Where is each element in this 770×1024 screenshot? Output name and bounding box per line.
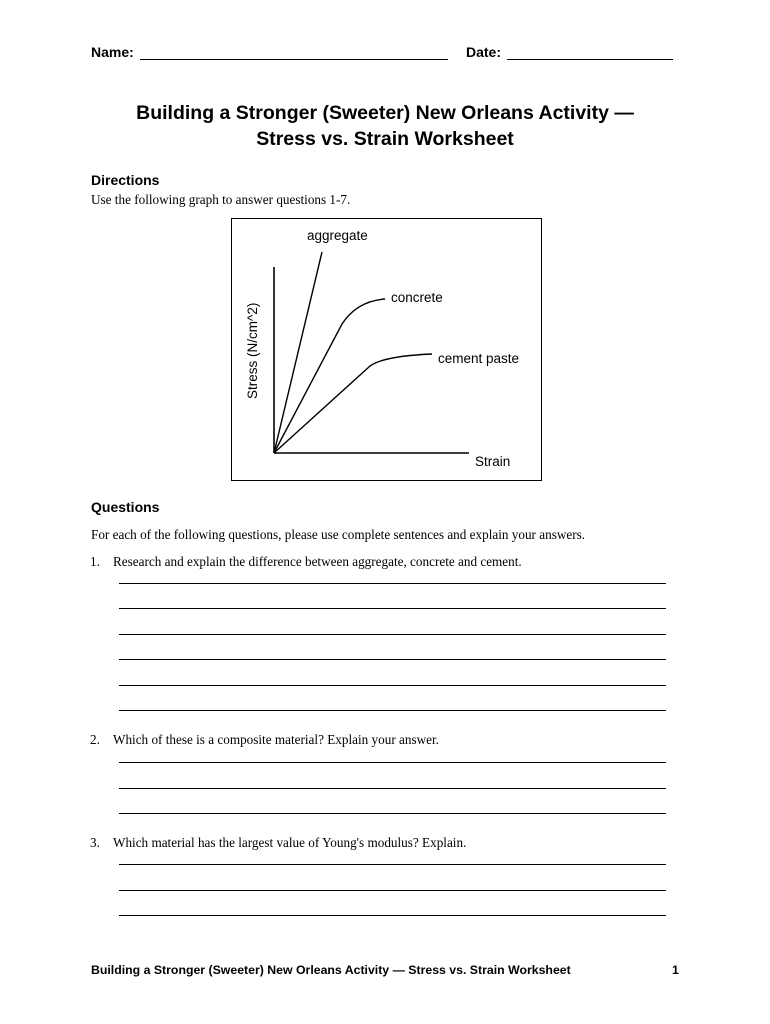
page-title-line2: Stress vs. Strain Worksheet — [256, 128, 514, 150]
name-label: Name: — [91, 44, 134, 60]
cement-paste-curve — [274, 354, 432, 453]
answer-line[interactable] — [119, 634, 666, 635]
graph-svg — [232, 219, 543, 482]
directions-text: Use the following graph to answer questions 1-7. — [91, 192, 351, 207]
page-title-line1: Building a Stronger (Sweeter) New Orleans Activity — — [136, 102, 634, 124]
cement-paste-label: cement paste — [438, 351, 520, 366]
answer-line[interactable] — [119, 685, 666, 686]
questions-heading: Questions — [91, 499, 160, 515]
page-number: 1 — [672, 963, 679, 977]
answer-line[interactable] — [119, 890, 666, 891]
question-number: 2. — [90, 732, 100, 747]
question-3-text: Which material has the largest value of Young's modulus? Explain. — [113, 835, 467, 850]
name-field[interactable] — [91, 44, 448, 60]
name-blank[interactable] — [140, 45, 448, 60]
answer-line[interactable] — [119, 608, 666, 609]
answer-line[interactable] — [119, 864, 666, 865]
y-axis-label: Stress (N/cm^2) — [245, 302, 260, 399]
questions-intro: For each of the following questions, please use complete sentences and explain your answers. — [91, 527, 586, 542]
answer-line[interactable] — [119, 788, 666, 789]
date-label: Date: — [466, 44, 502, 60]
answer-line[interactable] — [119, 710, 666, 711]
footer-title: Building a Stronger (Sweeter) New Orleans Activity — Stress vs. Strain Worksheet — [91, 963, 571, 977]
directions-heading: Directions — [91, 172, 160, 188]
answer-line[interactable] — [119, 583, 666, 584]
date-field[interactable] — [466, 44, 673, 60]
aggregate-label: aggregate — [307, 228, 368, 243]
question-1-text: Research and explain the difference between aggregate, concrete and cement. — [113, 554, 522, 569]
question-2-text: Which of these is a composite material? Explain your answer. — [113, 732, 439, 747]
date-blank[interactable] — [507, 45, 673, 60]
answer-line[interactable] — [119, 915, 666, 916]
stress-strain-graph — [231, 218, 542, 481]
x-axis-label: Strain — [475, 454, 511, 469]
concrete-curve — [274, 299, 385, 453]
aggregate-curve — [274, 252, 322, 453]
question-number: 1. — [90, 554, 100, 569]
concrete-label: concrete — [391, 290, 443, 305]
answer-line[interactable] — [119, 762, 666, 763]
question-number: 3. — [90, 835, 100, 850]
answer-line[interactable] — [119, 659, 666, 660]
answer-line[interactable] — [119, 813, 666, 814]
